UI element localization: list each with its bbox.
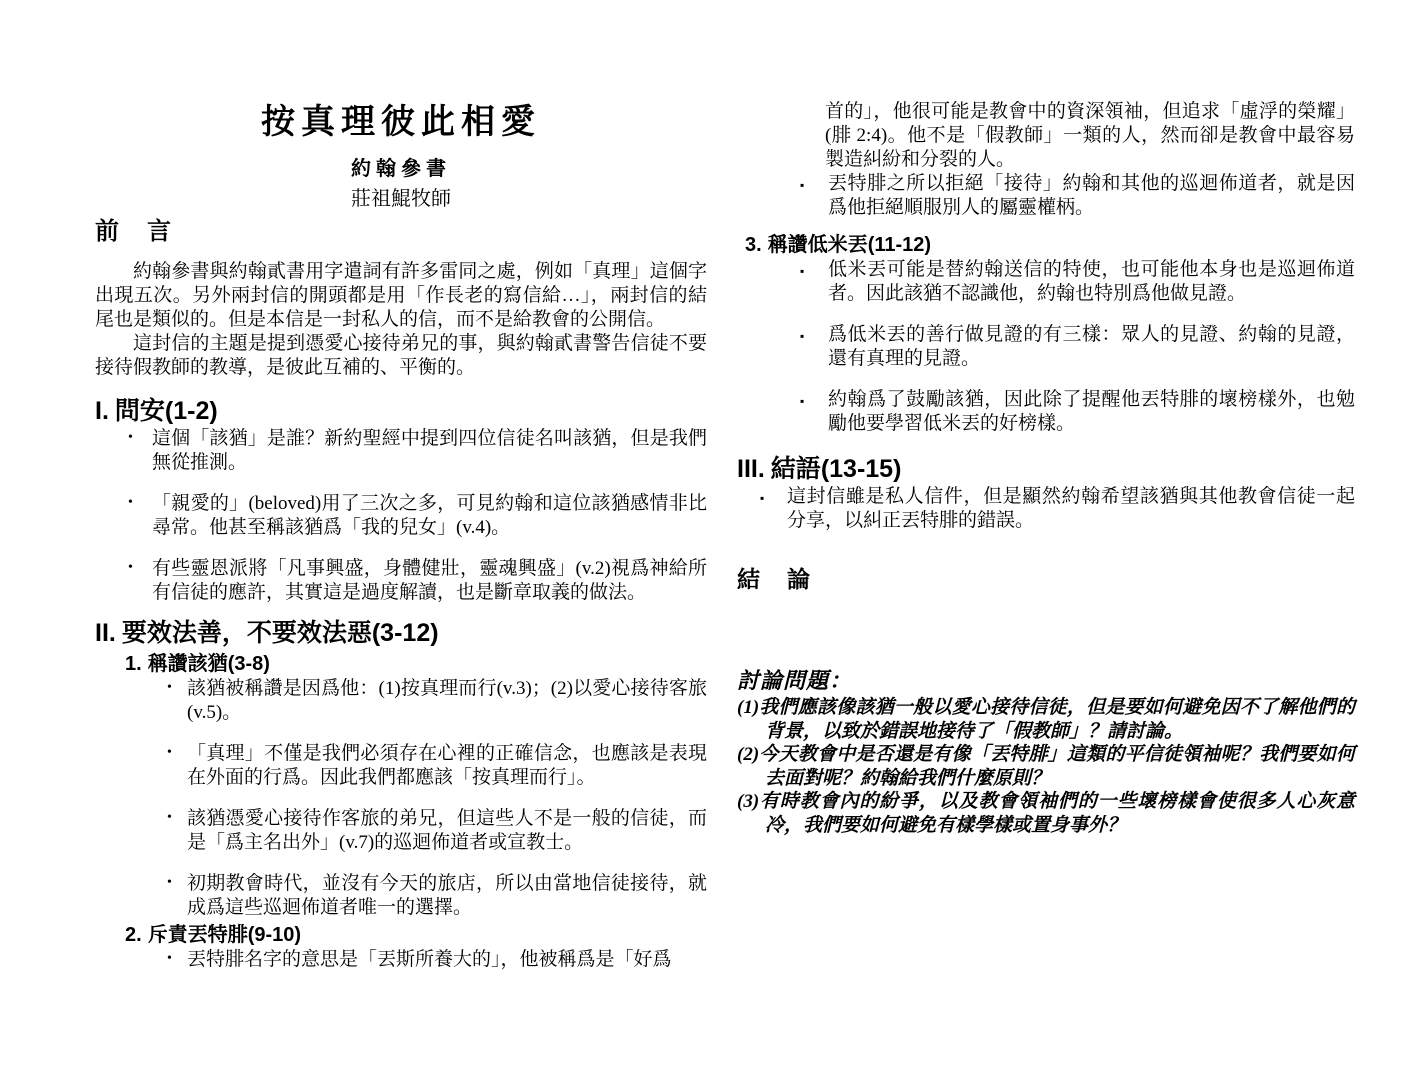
bullet-text: 該猶憑愛心接待作客旅的弟兄，但這些人不是一般的信徒，而是「爲主名出外」(v.7)的巡迴佈道者或宣教士。 <box>187 808 707 853</box>
section-2-heading <box>95 618 707 649</box>
subsection-2-bullet-continuation: 首的」，他很可能是教會中的資深領袖，但追求「虛浮的榮耀」(腓 2:4)。他不是「假教師」一類的人，然而卻是教會中最容易製造糾紛和分裂的人。 <box>825 101 1355 170</box>
subsection-3-verse-ref: (11-12) <box>867 234 932 256</box>
section-1-heading <box>95 396 707 427</box>
subsection-1-title: 稱讚該猶 <box>147 653 228 675</box>
section-2-number: II. <box>95 619 116 647</box>
subsection-1-bullet-list <box>95 677 707 920</box>
document-title: 按真理彼此相愛 <box>261 104 541 141</box>
bullet-icon: ▪ <box>800 329 805 343</box>
bullet-text: 丟特腓之所以拒絕「接待」約翰和其他的巡迴佈道者，就是因爲他拒絕順服別人的屬靈權柄。 <box>828 173 1355 218</box>
bullet-text: 丟特腓名字的意思是「丟斯所養大的」，他被稱爲是「好爲 <box>187 949 672 970</box>
bullet-text: 「真理」不僅是我們必須存在心裡的正確信念，也應該是表現在外面的行爲。因此我們都應該「按真理而行」。 <box>187 743 707 788</box>
bullet-item <box>95 677 707 725</box>
section-3-heading <box>737 454 1355 485</box>
section-1-number: I. <box>95 397 109 425</box>
bullet-icon: ▪ <box>800 178 805 192</box>
bullet-icon: • <box>167 745 172 760</box>
bullet-icon: • <box>167 680 172 695</box>
subsection-2-title: 斥責丟特腓 <box>147 924 248 946</box>
subsection-2-verse-ref: (9-10) <box>247 924 302 946</box>
section-3-number: III. <box>737 455 765 483</box>
bullet-item <box>95 807 707 855</box>
subsection-2-bullet-list <box>95 948 707 972</box>
section-2-title: 要效法善，不要效法惡 <box>121 620 372 647</box>
bullet-text: 爲低米丟的善行做見證的有三樣：眾人的見證、約翰的見證，還有真理的見證。 <box>828 324 1355 369</box>
section-1-title: 問安 <box>114 398 165 425</box>
bullet-icon: • <box>167 810 172 825</box>
bullet-text: 這個「該猶」是誰？新約聖經中提到四位信徒名叫該猶，但是我們無從推測。 <box>152 428 707 473</box>
preface-heading: 前 言 <box>95 219 173 245</box>
bullet-item <box>95 948 707 972</box>
document-subtitle: 約翰參書 <box>351 158 451 180</box>
section-3-title: 結語 <box>770 456 821 483</box>
bullet-text: 有些靈恩派將「凡事興盛，身體健壯，靈魂興盛」(v.2)視爲神給所有信徒的應許，其實這是過度解讀，也是斷章取義的做法。 <box>152 558 707 603</box>
conclusion-heading: 結 論 <box>737 567 812 592</box>
bullet-text: 初期教會時代，並沒有今天的旅店，所以由當地信徒接待，就成爲這些巡迴佈道者唯一的選擇。 <box>187 873 707 918</box>
bullet-icon: • <box>167 951 172 966</box>
section-3-verse-ref: (13-15) <box>820 455 902 483</box>
document-author: 莊祖鯤牧師 <box>351 188 451 210</box>
bullet-text: 該猶被稱讚是因爲他：(1)按真理而行(v.3)；(2)以愛心接待客旅(v.5)。 <box>187 678 707 723</box>
discussion-question-2: (2)今天教會中是否還是有像「丟特腓」這類的平信徒領袖呢？我們要如何去面對呢？約翰給我們什麼原則？ <box>737 744 1355 789</box>
right-column <box>737 0 1355 837</box>
section-2-verse-ref: (3-12) <box>371 619 439 647</box>
bullet-icon: • <box>128 430 133 445</box>
subsection-3-title: 稱讚低米丟 <box>767 234 868 256</box>
bullet-icon: ▪ <box>800 394 805 408</box>
subsection-1-number: 1. <box>125 653 142 675</box>
section-3-bullet-list <box>737 485 1355 533</box>
bullet-item <box>95 557 707 605</box>
discussion-question-3: (3)有時教會內的紛爭，以及教會領袖們的一些壞榜樣會使很多人心灰意冷，我們要如何避免有樣學樣或置身事外？ <box>737 791 1355 836</box>
bullet-text: 這封信雖是私人信件，但是顯然約翰希望該猶與其他教會信徒一起分享，以糾正丟特腓的錯誤。 <box>787 486 1355 531</box>
subsection-1-verse-ref: (3-8) <box>227 653 270 675</box>
section-1-verse-ref: (1-2) <box>164 397 218 425</box>
bullet-icon: ▪ <box>760 491 765 505</box>
discussion-question-1: (1)我們應該像該猶一般以愛心接待信徒，但是要如何避免因不了解他們的背景，以致於錯誤地接待了「假教師」？請討論。 <box>737 697 1355 742</box>
bullet-item <box>737 485 1355 533</box>
bullet-text: 約翰爲了鼓勵該猶，因此除了提醒他丟特腓的壞榜樣外，也勉勵他要學習低米丟的好榜樣。 <box>828 389 1355 434</box>
subsection-3-bullet-list <box>737 258 1355 436</box>
bullet-item <box>737 323 1355 371</box>
preface-paragraph-2: 這封信的主題是提到憑愛心接待弟兄的事，與約翰貳書警告信徒不要接待假教師的教導，是彼此互補的、平衡的。 <box>95 333 707 378</box>
subsection-2-number: 2. <box>125 924 142 946</box>
bullet-icon: • <box>128 560 133 575</box>
preface-paragraph-1: 約翰參書與約翰貳書用字遣詞有許多雷同之處，例如「真理」這個字出現五次。另外兩封信的開頭都是用「作長老的寫信給…」，兩封信的結尾也是類似的。但是本信是一封私人的信，而不是給教會的公開信。 <box>95 261 707 330</box>
bullet-item <box>95 427 707 475</box>
bullet-item <box>95 872 707 920</box>
bullet-icon: ▪ <box>800 264 805 278</box>
subsection-3-number: 3. <box>745 234 762 256</box>
bullet-icon: • <box>128 495 133 510</box>
subsection-2-heading <box>125 923 707 948</box>
bullet-item <box>737 258 1355 306</box>
bullet-text: 「親愛的」(beloved)用了三次之多，可見約翰和這位該猶感情非比尋常。他甚至稱該猶爲「我的兒女」(v.4)。 <box>152 493 707 538</box>
bullet-item <box>737 388 1355 436</box>
section-1-bullet-list <box>95 427 707 605</box>
bullet-text: 低米丟可能是替約翰送信的特使，也可能他本身也是巡迴佈道者。因此該猶不認識他，約翰也特別爲他做見證。 <box>828 259 1355 304</box>
bullet-item <box>95 492 707 540</box>
left-column <box>95 0 707 972</box>
subsection-2-bullet-list-continued <box>737 172 1355 220</box>
subsection-3-heading <box>745 233 1355 258</box>
subsection-1-heading <box>125 652 707 677</box>
discussion-question-list <box>737 696 1355 837</box>
bullet-item <box>737 172 1355 220</box>
bullet-item <box>95 742 707 790</box>
bullet-icon: • <box>167 875 172 890</box>
discussion-heading: 討論問題： <box>737 668 853 693</box>
